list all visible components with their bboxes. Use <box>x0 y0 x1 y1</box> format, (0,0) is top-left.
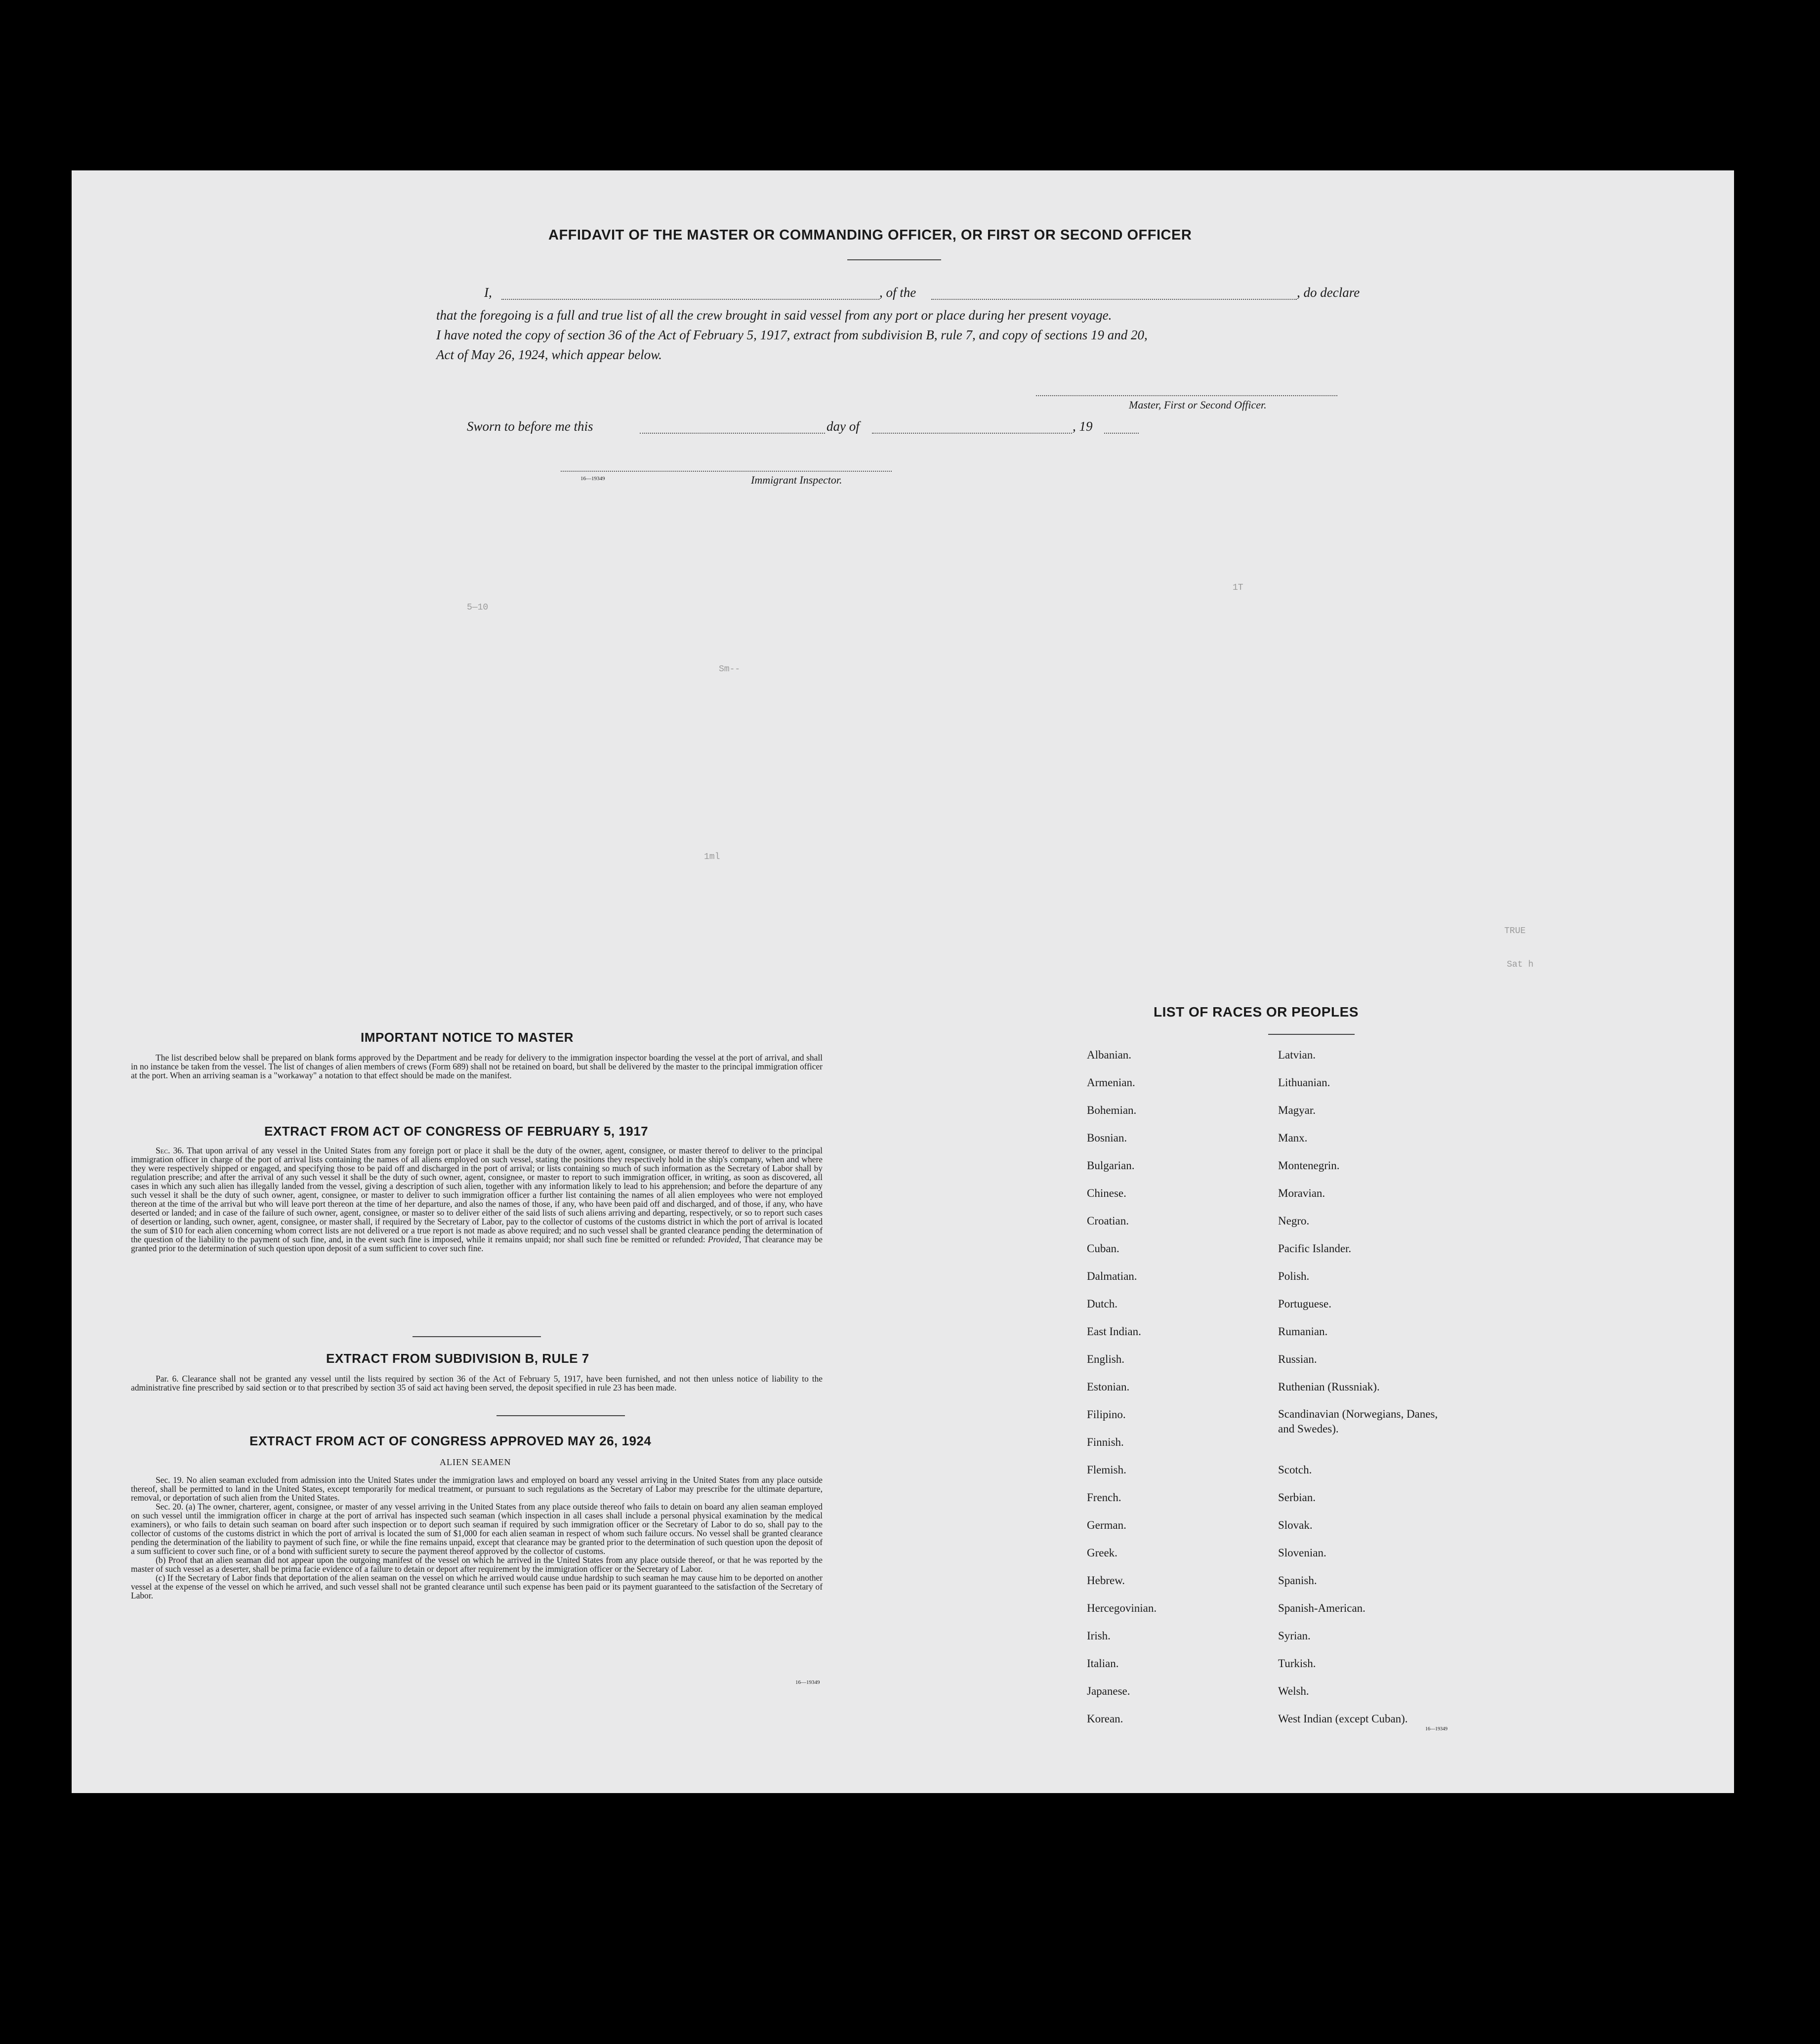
affidavit-line-1: I, , of the , do declare <box>484 285 1360 300</box>
races-right-column <box>1278 1047 1446 1739</box>
race-item: Estonian. <box>1087 1381 1130 1393</box>
alien-seamen-subheading: ALIEN SEAMEN <box>440 1457 511 1467</box>
race-item: Flemish. <box>1087 1464 1126 1476</box>
name-blank[interactable] <box>501 299 879 300</box>
race-item: Manx. <box>1278 1132 1308 1144</box>
race-item: German. <box>1087 1519 1126 1531</box>
race-item: Negro. <box>1278 1215 1310 1227</box>
year-blank[interactable] <box>1104 433 1139 434</box>
race-item: Rumanian. <box>1278 1325 1328 1338</box>
bleed-through-mark: 5—10 <box>467 603 489 613</box>
races-left-column <box>1087 1047 1157 1739</box>
extract-1924-text <box>131 1475 823 1600</box>
race-item: Italian. <box>1087 1657 1119 1670</box>
race-item: Spanish-American. <box>1278 1602 1365 1614</box>
race-item: Slovenian. <box>1278 1547 1326 1559</box>
affidavit-title: AFFIDAVIT OF THE MASTER OR COMMANDING OFFICER, OR FIRST OR SECOND OFFICER <box>548 227 1192 243</box>
race-item: Montenegrin. <box>1278 1159 1340 1172</box>
race-item: Turkish. <box>1278 1657 1316 1670</box>
race-item: Slovak. <box>1278 1519 1313 1531</box>
race-item: Dalmatian. <box>1087 1270 1137 1282</box>
form-number: 16—19349 <box>795 1679 820 1685</box>
divider <box>496 1415 625 1416</box>
race-item: Croatian. <box>1087 1215 1129 1227</box>
race-item: Syrian. <box>1278 1630 1311 1642</box>
race-item: Moravian. <box>1278 1187 1325 1199</box>
race-item: West Indian (except Cuban). <box>1278 1713 1408 1725</box>
race-item: Scandinavian (Norwegians, Danes, and Swedes). <box>1278 1408 1438 1435</box>
races-heading: LIST OF RACES OR PEOPLES <box>1154 1004 1359 1020</box>
affidavit-line-3: I have noted the copy of section 36 of the Act of February 5, 1917, extract from subdivision B, rule 7, and copy of sections 19 and 20, <box>436 327 1148 342</box>
race-item: Portuguese. <box>1278 1298 1331 1310</box>
race-item: Lithuanian. <box>1278 1076 1330 1089</box>
master-signature-label: Master, First or Second Officer. <box>1129 399 1267 411</box>
form-number: 16—19349 <box>580 476 605 482</box>
race-item: Magyar. <box>1278 1104 1316 1116</box>
bleed-through-mark: 1T <box>1233 583 1243 593</box>
inspector-label: Immigrant Inspector. <box>751 474 842 486</box>
divider <box>847 259 941 260</box>
rule7-heading: EXTRACT FROM SUBDIVISION B, RULE 7 <box>326 1351 589 1366</box>
month-blank[interactable] <box>872 433 1072 434</box>
extract-1917-text: Sec. 36. That upon arrival of any vessel in the United States from any foreign port or place it shall be the duty of the owner, agent, consignee, or master thereof to deliver to the principal immigration officer in charge of the port of arrival lists containing the names of all aliens employed on such vessel, stating the positions they respectively hold in the ship's company, when and where they were respectively shipped or engaged, and specifying those to be paid off and discharged in the port of arrival; or lists containing so much of such information as the Secretary of Labor shall by regulation prescribe; and after the arrival of any such vessel it shall be the duty of such owner, agent, consignee, or master to report to such immigration officer, in writing, as soon as discovered, all cases in which any such alien has illegally landed from the vessel, giving a description of such alien, together with any information likely to lead to his apprehension; and before the departure of any such vessel it shall be the duty of such owner, agent, consignee, or master to deliver to such immigration officer a further list containing the names of all alien employees who were not employed thereon at the time of the arrival but who will leave port thereon at the time of her departure, and also the names of those, if any, who have been paid off and discharged, and of those, if any, who have deserted or landed; and in case of the failure of such owner, agent, consignee, or master so to deliver either of the said lists of such aliens arriving and departing, respectively, or so to report such cases of desertion or landing, such owner, agent, consignee, or master shall, if required by the Secretary of Labor, pay to the collector of customs of the customs district in which the port of arrival is located the sum of $10 for each alien concerning whom correct lists are not delivered or a true report is not made as above required; and no such vessel shall be granted clearance pending the determination of the question of the liability to the payment of such fine, and, in the event such fine is imposed, while it remains unpaid; nor shall such fine be remitted or refunded: Provided, That clearance may be granted prior to the determination of such question upon deposit of a sum sufficient to cover such fine. <box>131 1145 823 1253</box>
race-item: Polish. <box>1278 1270 1310 1282</box>
day-blank[interactable] <box>640 433 825 434</box>
rule7-text: Par. 6. Clearance shall not be granted any vessel until the lists required by section 36 of the Act of February 5, 1917, have been furnished, and not then unless notice of liability to the administrative fine prescribed by said section or to that prescribed by section 35 of said act having been served, the deposit specified in rule 23 has been made. <box>131 1374 823 1392</box>
race-item: Filipino. <box>1087 1408 1126 1421</box>
document-page <box>72 170 1734 1793</box>
race-item: Greek. <box>1087 1547 1117 1559</box>
race-item: Welsh. <box>1278 1685 1309 1697</box>
bleed-through-mark: Sat h <box>1507 960 1534 970</box>
sec-19: Sec. 19. No alien seaman excluded from admission into the United States under the immigration laws and employed on board any vessel arriving in the United States from any place outside thereof, shall be permitted to land in the United States, except temporarily for medical treatment, or pursuant to such regulations as the Secretary of Labor may prescribe for the ultimate departure, removal, or deportation of such alien from the United States. <box>131 1475 823 1503</box>
bleed-through-mark: TRUE <box>1504 926 1526 936</box>
race-item: Chinese. <box>1087 1187 1126 1199</box>
race-item: Serbian. <box>1278 1491 1316 1504</box>
race-item: Spanish. <box>1278 1574 1317 1587</box>
race-item: Bohemian. <box>1087 1104 1137 1116</box>
race-item: French. <box>1087 1491 1121 1504</box>
race-item: Cuban. <box>1087 1242 1119 1255</box>
sec-20c: (c) If the Secretary of Labor finds that deportation of the alien seaman on the vessel on which he arrived would cause undue hardship to such seaman he may cause him to be deported on another vessel at the expense of the vessel on which he arrived, and such vessel shall not be granted clearance until such expense has been paid or its payment guaranteed to the satisfaction of the Secretary of Labor. <box>131 1573 823 1600</box>
bleed-through-mark: Sm-- <box>719 664 741 674</box>
notice-heading: IMPORTANT NOTICE TO MASTER <box>361 1030 574 1045</box>
race-item: Bosnian. <box>1087 1132 1127 1144</box>
sec-20b: (b) Proof that an alien seaman did not appear upon the outgoing manifest of the vessel on which he arrived in the United States from any place outside thereof, or that he was reported by the master of such vessel as a deserter, shall be prima facie evidence of a failure to detain or deport after requirement by the immigration officer or the Secretary of Labor. <box>131 1555 823 1574</box>
sworn-line: Sworn to before me this day of , 19 <box>467 419 1183 434</box>
race-item: Russian. <box>1278 1353 1317 1365</box>
race-item: Japanese. <box>1087 1685 1130 1697</box>
form-number: 16—19349 <box>1425 1726 1448 1732</box>
affidavit-line-2: that the foregoing is a full and true list of all the crew brought in said vessel from any port or place during her present voyage. <box>436 308 1112 323</box>
race-item: Dutch. <box>1087 1298 1117 1310</box>
race-item: East Indian. <box>1087 1325 1141 1338</box>
race-item: Irish. <box>1087 1630 1111 1642</box>
race-item: Latvian. <box>1278 1049 1316 1061</box>
divider <box>1268 1034 1355 1035</box>
notice-text: The list described below shall be prepared on blank forms approved by the Department and be ready for delivery to the immigration inspector boarding the vessel at the port of arrival, and shall in no instance be taken from the vessel. The list of changes of alien members of crews (Form 689) shall not be retained on board, but shall be delivered by the master to the principal immigration officer at the port. When an arriving seaman is a "workaway" a notation to that effect should be made on the manifest. <box>131 1053 823 1080</box>
master-signature-line[interactable] <box>1036 395 1337 396</box>
race-item: Bulgarian. <box>1087 1159 1135 1172</box>
race-item: Ruthenian (Russniak). <box>1278 1381 1380 1393</box>
sec-20a: Sec. 20. (a) The owner, charterer, agent, consignee, or master of any vessel arriving in the United States from any place outside thereof who fails to detain on board any alien seaman employed on such vessel until the immigration officer in charge at the port of arrival has inspected such seaman (which inspection in all cases shall include a personal physical examination by the medical examiners), or who fails to detain such seaman on board after such inspection or to deport such seaman if required by such immigration officer or the Secretary of Labor to do so, shall pay to the collector of customs of the customs district in which the port of arrival is located the sum of $1,000 for each alien seaman in respect of whom such failure occurs. No vessel shall be granted clearance pending the determination of the liability to payment of such fine, or while the fine remains unpaid, except that clearance may be granted prior to the determination of such question upon the deposit of a sum sufficient to cover such fine, or of a bond with sufficient surety to secure the payment thereof approved by the collector of customs. <box>131 1502 823 1556</box>
race-item: Scotch. <box>1278 1464 1312 1476</box>
race-item: Albanian. <box>1087 1049 1132 1061</box>
race-item: Korean. <box>1087 1713 1123 1725</box>
race-item: Pacific Islander. <box>1278 1242 1352 1255</box>
race-item: Hercegovinian. <box>1087 1602 1157 1614</box>
race-item: Armenian. <box>1087 1076 1135 1089</box>
vessel-blank[interactable] <box>931 299 1297 300</box>
race-item: Finnish. <box>1087 1436 1124 1448</box>
affidavit-line-4: Act of May 26, 1924, which appear below. <box>436 347 662 362</box>
extract-1917-heading: EXTRACT FROM ACT OF CONGRESS OF FEBRUARY 5, 1917 <box>264 1124 649 1139</box>
extract-1924-heading: EXTRACT FROM ACT OF CONGRESS APPROVED MAY 26, 1924 <box>249 1433 652 1448</box>
divider <box>413 1336 541 1337</box>
bleed-through-mark: 1ml <box>704 852 720 862</box>
race-item: English. <box>1087 1353 1125 1365</box>
race-item: Hebrew. <box>1087 1574 1125 1587</box>
inspector-signature-line[interactable] <box>561 471 892 472</box>
